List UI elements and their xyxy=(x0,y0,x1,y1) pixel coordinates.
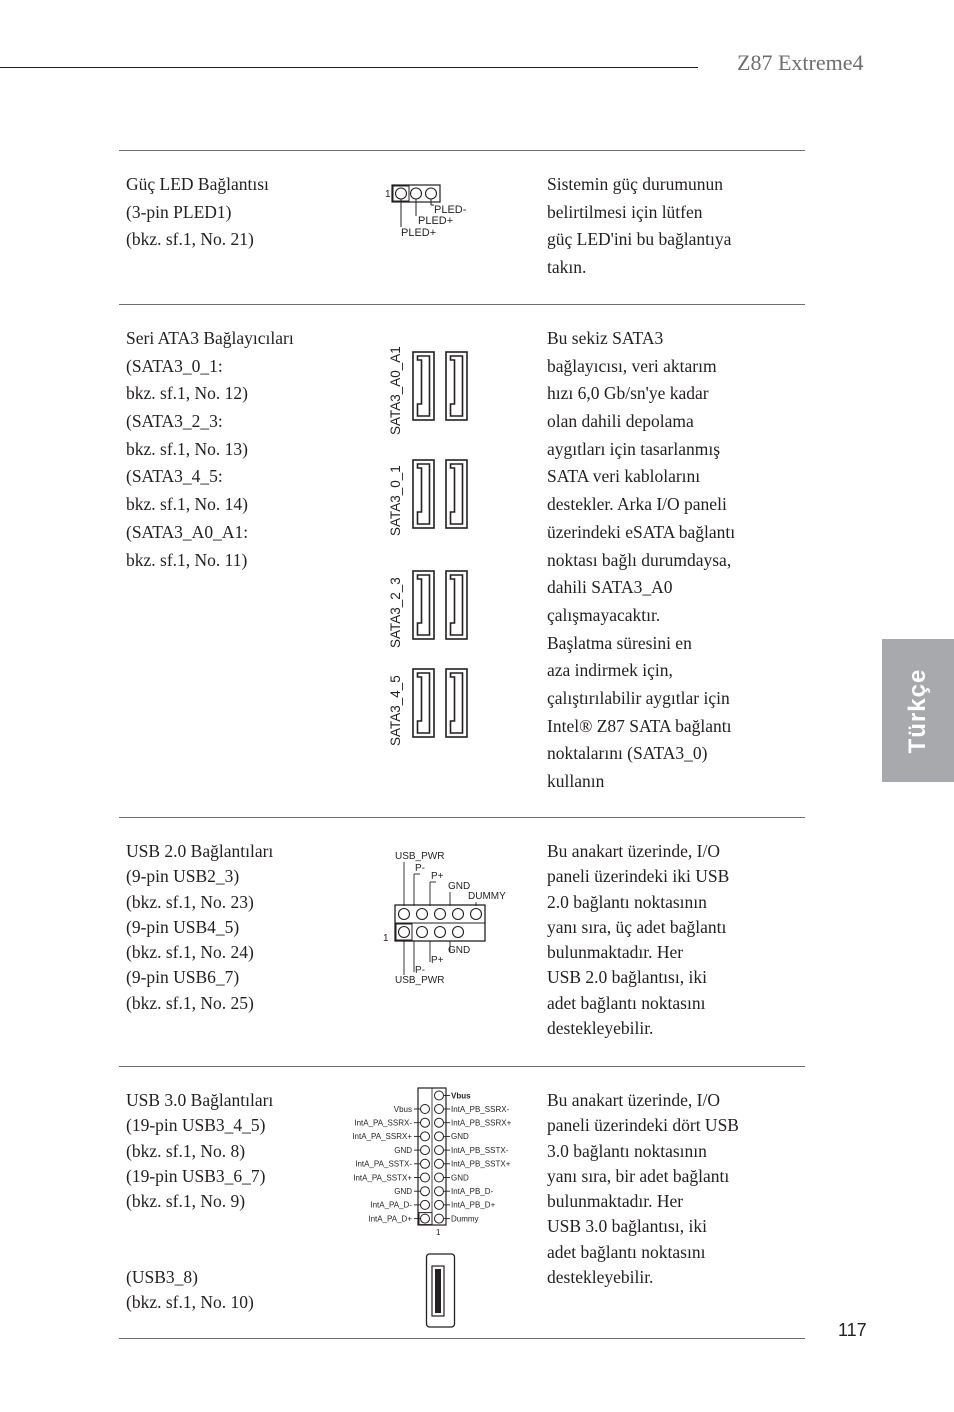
text-line: Başlatma süresini en xyxy=(547,632,692,653)
pin-right xyxy=(435,1146,444,1155)
text-line: bkz. sf.1, No. 14) xyxy=(126,494,248,515)
text-line: noktalarını (SATA3_0) xyxy=(547,743,708,764)
text-line: Intel® Z87 SATA bağlantı xyxy=(547,715,732,736)
text-line: çalıştırılabilir aygıtlar için xyxy=(547,687,730,708)
usb2-description xyxy=(126,839,273,1016)
pin-left xyxy=(421,1214,430,1223)
sata-port xyxy=(446,669,467,737)
sata-description xyxy=(126,325,294,574)
sata-explanation xyxy=(547,325,735,796)
pin-label-left: IntA_PA_D+ xyxy=(368,1214,412,1224)
sata-label: SATA3_0_1 xyxy=(388,465,403,536)
text-line: (bkz. sf.1, No. 21) xyxy=(126,229,254,250)
text-line: (SATA3_0_1: xyxy=(126,355,223,376)
text-line: USB 3.0 Bağlantıları xyxy=(126,1090,274,1110)
pin-right xyxy=(435,1187,444,1196)
text-line: (SATA3_A0_A1: xyxy=(126,521,249,542)
pin-label-left: IntA_PA_SSTX+ xyxy=(353,1173,412,1183)
section-divider xyxy=(119,150,805,151)
usb3-8-description xyxy=(126,1265,254,1316)
text-line: noktası bağlı durumdaysa, xyxy=(547,549,732,570)
text-line: aygıtları için tasarlanmış xyxy=(547,438,721,459)
text-line: Seri ATA3 Bağlayıcıları xyxy=(126,328,294,348)
language-tab-label: Türkçe xyxy=(904,668,931,753)
text-line: (bkz. sf.1, No. 8) xyxy=(126,1140,246,1161)
p-plus-label: P+ xyxy=(431,955,444,966)
text-line: bulunmaktadır. Her xyxy=(547,1191,684,1212)
usb2-explanation xyxy=(547,839,729,1041)
section-divider xyxy=(119,1338,805,1339)
text-line: SATA veri kablolarını xyxy=(547,466,701,487)
pin1-label: 1 xyxy=(436,1228,441,1237)
pin-label-right: IntA_PB_SSTX+ xyxy=(451,1159,511,1169)
sata-port xyxy=(413,352,434,420)
pin-right xyxy=(435,1159,444,1168)
pin-label-left: IntA_PA_D- xyxy=(370,1200,412,1210)
text-line: Bu sekiz SATA3 xyxy=(547,328,664,348)
pled-pin-diagram xyxy=(380,180,480,242)
pin-right xyxy=(435,1214,444,1223)
pled-plus-label: PLED+ xyxy=(418,215,454,227)
vbus-label: Vbus xyxy=(451,1091,471,1101)
dummy-label: DUMMY xyxy=(468,891,506,902)
usb3-8-port-diagram xyxy=(424,1252,458,1330)
text-line: bkz. sf.1, No. 13) xyxy=(126,438,248,459)
text-line: (SATA3_2_3: xyxy=(126,411,223,432)
pin-label-left: GND xyxy=(394,1145,412,1155)
text-line: destekler. Arka I/O paneli xyxy=(547,494,727,515)
section-divider xyxy=(119,1066,805,1067)
model-title: Z87 Extreme4 xyxy=(737,50,864,75)
text-line: destekleyebilir. xyxy=(547,1267,654,1288)
sata-port xyxy=(446,571,467,639)
pin-right xyxy=(435,1105,444,1114)
text-line: (bkz. sf.1, No. 10) xyxy=(126,1292,254,1313)
pin-label-right: IntA_PB_D- xyxy=(451,1187,494,1196)
pled-explanation xyxy=(547,171,731,282)
text-line: (bkz. sf.1, No. 23) xyxy=(126,891,254,912)
text-line: (USB3_8) xyxy=(126,1267,198,1287)
sata-label: SATA3_2_3 xyxy=(388,577,403,648)
language-tab xyxy=(882,639,954,782)
p-plus-label: P+ xyxy=(431,871,444,882)
section-divider xyxy=(119,817,805,818)
pin-label-left: IntA_PA_SSRX- xyxy=(354,1118,412,1128)
section-divider xyxy=(119,304,805,305)
text-line: çalışmayacaktır. xyxy=(547,604,661,625)
p-minus-label: P- xyxy=(415,863,425,874)
text-line: (SATA3_4_5: xyxy=(126,466,223,487)
usb3-explanation xyxy=(547,1088,739,1290)
gnd-label: GND xyxy=(448,881,471,892)
pin1-label: 1 xyxy=(385,189,391,200)
pin-label-right: Dummy xyxy=(451,1214,479,1224)
text-line: (3-pin PLED1) xyxy=(126,201,232,222)
pin-label-right: IntA_PB_SSRX- xyxy=(451,1104,510,1114)
text-line: (bkz. sf.1, No. 24) xyxy=(126,942,254,963)
text-line: dahili SATA3_A0 xyxy=(547,577,673,598)
text-line: üzerindeki eSATA bağlantı xyxy=(547,521,736,542)
usb3-description xyxy=(126,1088,273,1214)
pled-minus-label: PLED- xyxy=(434,204,467,216)
pin-left xyxy=(421,1146,430,1155)
pin-label-right: GND xyxy=(451,1132,469,1142)
text-line: USB 3.0 bağlantısı, iki xyxy=(547,1216,707,1237)
p-minus-label: P- xyxy=(415,965,425,976)
sata-connector-diagram xyxy=(380,345,480,755)
text-line: (bkz. sf.1, No. 9) xyxy=(126,1191,246,1212)
text-line: paneli üzerindeki iki USB xyxy=(547,866,730,887)
sata-label: SATA3_4_5 xyxy=(388,675,403,746)
usb-pwr-label: USB_PWR xyxy=(395,851,445,862)
text-line: 2.0 bağlantı noktasının xyxy=(547,891,707,912)
pin-right xyxy=(435,1200,444,1209)
pin-left xyxy=(421,1173,430,1182)
pin-label-left: GND xyxy=(394,1187,412,1196)
pin-left xyxy=(421,1200,430,1209)
text-line: yanı sıra, bir adet bağlantı xyxy=(547,1165,730,1186)
pin-right xyxy=(435,1118,444,1127)
pin-right xyxy=(435,1132,444,1141)
usb-pwr-label: USB_PWR xyxy=(395,975,445,986)
sata-port xyxy=(413,571,434,639)
text-line: (9-pin USB4_5) xyxy=(126,916,240,937)
sata-port xyxy=(446,352,467,420)
sata-port xyxy=(446,460,467,528)
text-line: USB 2.0 Bağlantıları xyxy=(126,841,274,861)
text-line: belirtilmesi için lütfen xyxy=(547,201,703,222)
text-line: 3.0 bağlantı noktasının xyxy=(547,1140,707,1161)
text-line: aza indirmek için, xyxy=(547,660,673,681)
pled-plus-label: PLED+ xyxy=(401,227,437,239)
pin-label-left: IntA_PA_SSRX+ xyxy=(352,1132,412,1142)
text-line: bulunmaktadır. Her xyxy=(547,942,684,963)
usb2-pin-diagram xyxy=(380,845,530,990)
pin-label-right: IntA_PB_SSTX- xyxy=(451,1145,509,1155)
pin-label-right: IntA_PB_SSRX+ xyxy=(451,1118,512,1128)
sata-port xyxy=(413,460,434,528)
pled-description xyxy=(126,171,269,254)
text-line: olan dahili depolama xyxy=(547,411,694,432)
text-line: (19-pin USB3_4_5) xyxy=(126,1115,266,1136)
usb3-pin-diagram xyxy=(340,1085,530,1240)
pin1-label: 1 xyxy=(383,933,389,944)
text-line: (9-pin USB6_7) xyxy=(126,967,240,988)
text-line: bkz. sf.1, No. 12) xyxy=(126,383,248,404)
text-line: destekleyebilir. xyxy=(547,1018,654,1039)
text-line: Sistemin güç durumunun xyxy=(547,174,723,194)
text-line: güç LED'ini bu bağlantıya xyxy=(547,229,732,250)
pin-left xyxy=(421,1118,430,1127)
pin-left xyxy=(421,1187,430,1196)
text-line: takın. xyxy=(547,257,587,278)
text-line: yanı sıra, üç adet bağlantı xyxy=(547,916,727,937)
text-line: adet bağlantı noktasını xyxy=(547,1241,706,1262)
text-line: adet bağlantı noktasını xyxy=(547,992,706,1013)
gnd-label: GND xyxy=(448,945,471,956)
header-rule xyxy=(0,67,698,68)
text-line: Bu anakart üzerinde, I/O xyxy=(547,1090,720,1110)
text-line: kullanın xyxy=(547,771,605,791)
text-line: (19-pin USB3_6_7) xyxy=(126,1165,266,1186)
text-line: hızı 6,0 Gb/sn'ye kadar xyxy=(547,383,709,404)
text-line: bkz. sf.1, No. 11) xyxy=(126,549,248,570)
pin-right xyxy=(435,1173,444,1182)
pin-left xyxy=(421,1159,430,1168)
text-line: Bu anakart üzerinde, I/O xyxy=(547,841,720,861)
text-line: USB 2.0 bağlantısı, iki xyxy=(547,967,707,988)
pin-left xyxy=(421,1132,430,1141)
sata-port xyxy=(413,669,434,737)
text-line: Güç LED Bağlantısı xyxy=(126,174,269,194)
sata-label: SATA3_A0_A1 xyxy=(388,346,403,435)
pin-label-right: GND xyxy=(451,1173,469,1183)
pin-left xyxy=(421,1105,430,1114)
page-number: 117 xyxy=(838,1320,867,1340)
pin-label-left: Vbus xyxy=(393,1104,412,1114)
text-line: paneli üzerindeki dört USB xyxy=(547,1115,739,1136)
pin-label-left: IntA_PA_SSTX- xyxy=(355,1159,412,1169)
pin-label-right: IntA_PB_D+ xyxy=(451,1200,496,1210)
text-line: bağlayıcısı, veri aktarım xyxy=(547,355,717,376)
text-line: (bkz. sf.1, No. 25) xyxy=(126,992,254,1013)
text-line: (9-pin USB2_3) xyxy=(126,866,240,887)
